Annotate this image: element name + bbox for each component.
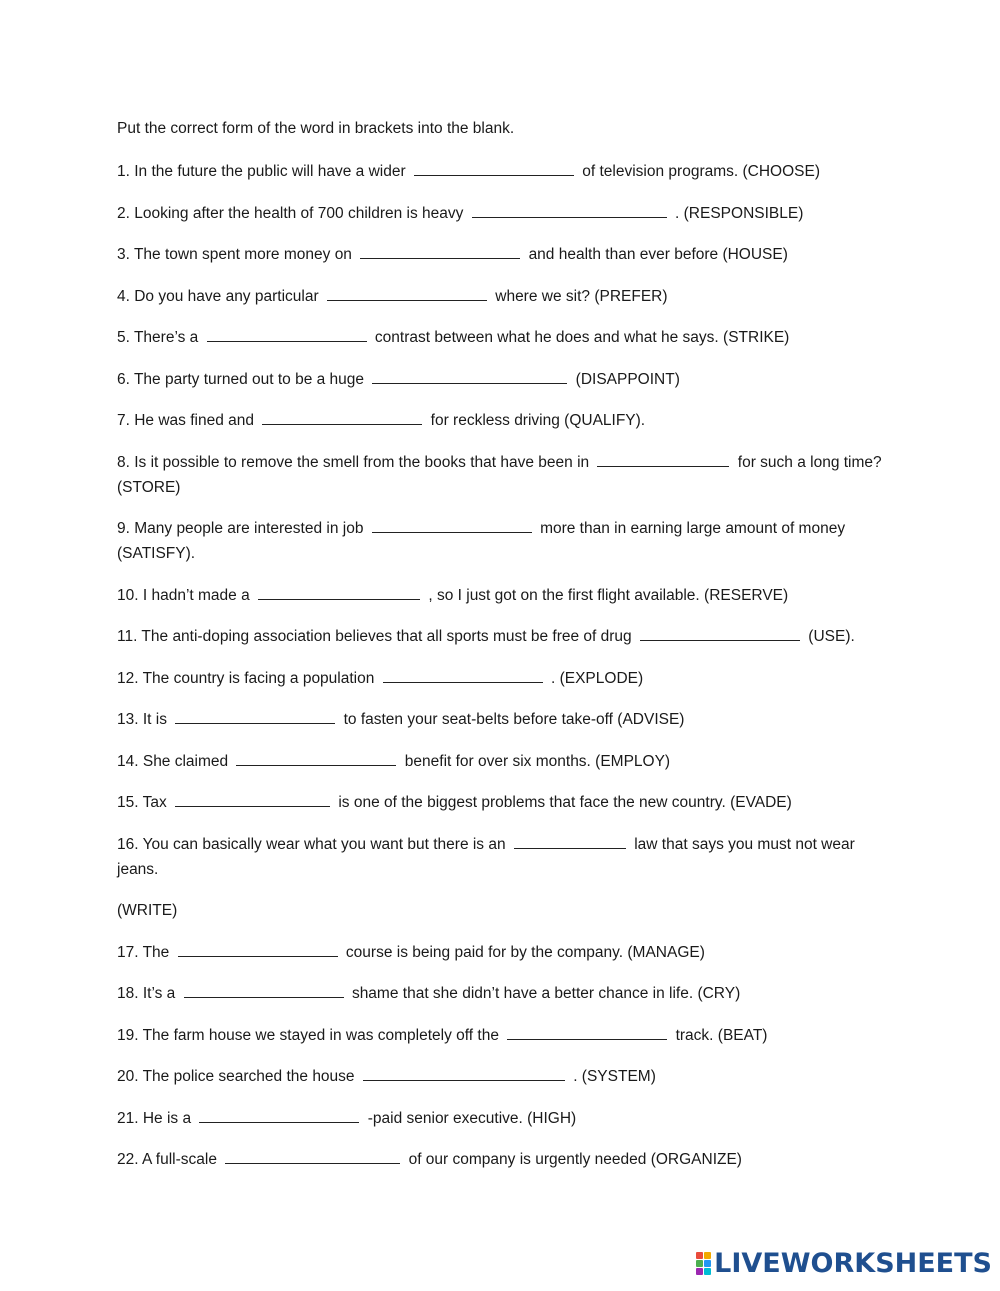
- logo-blocks-icon: [696, 1252, 711, 1275]
- answer-blank[interactable]: [597, 453, 729, 467]
- question-text: to fasten your seat-belts before take-off (ADVISE): [343, 711, 685, 728]
- question-3: [117, 242, 892, 267]
- question-10: [117, 583, 892, 608]
- question-text: and health than ever before (HOUSE): [528, 246, 788, 263]
- question-text: 16. You can basically wear what you want but there is an: [117, 835, 506, 853]
- answer-blank[interactable]: [178, 943, 338, 957]
- worksheet: [117, 118, 892, 1189]
- answer-blank[interactable]: [472, 204, 667, 218]
- answer-blank[interactable]: [225, 1150, 400, 1164]
- question-text: benefit for over six months. (EMPLOY): [404, 752, 671, 770]
- question-text: 2. Looking after the health of 700 children is heavy: [117, 204, 464, 222]
- answer-blank[interactable]: [258, 586, 420, 600]
- question-text: course is being paid for by the company. (MANAGE): [345, 943, 705, 961]
- question-14: [117, 749, 892, 774]
- question-5: [117, 325, 892, 350]
- question-text: 6. The party turned out to be a huge: [117, 370, 365, 388]
- answer-blank[interactable]: [372, 519, 532, 533]
- answer-blank[interactable]: [514, 835, 626, 849]
- question-text: . (RESPONSIBLE): [675, 204, 804, 222]
- question-text: law that says you must not wear jeans.: [117, 835, 855, 878]
- question-text: is one of the biggest problems that face the new country. (EVADE): [338, 794, 792, 811]
- question-text: 14. She claimed: [117, 752, 229, 770]
- question-text: 13. It is: [117, 711, 167, 728]
- question-text: 19. The farm house we stayed in was completely off the: [117, 1026, 499, 1044]
- question-20: [117, 1064, 892, 1089]
- question-text: 15. Tax: [117, 794, 167, 811]
- question-text: 12. The country is facing a population: [117, 669, 375, 687]
- question-6: [117, 367, 892, 392]
- question-text: 3. The town spent more money on: [117, 246, 352, 263]
- question-18: [117, 981, 892, 1006]
- question-1: [117, 159, 892, 184]
- question-19: [117, 1023, 892, 1048]
- question-text: more than in earning large amount of money (SATISFY).: [117, 520, 846, 562]
- question-text: (DISAPPOINT): [575, 370, 680, 388]
- question-text: 7. He was fined and: [117, 412, 255, 429]
- question-9: [117, 516, 892, 566]
- question-text: 18. It’s a: [117, 985, 176, 1002]
- question-15: [117, 790, 892, 815]
- question-17: [117, 940, 892, 965]
- question-text: contrast between what he does and what he says. (STRIKE): [374, 329, 790, 346]
- question-text: -paid senior executive. (HIGH): [367, 1109, 577, 1127]
- question-8: [117, 450, 892, 500]
- answer-blank[interactable]: [363, 1067, 565, 1081]
- question-text: 1. In the future the public will have a wider: [117, 163, 406, 180]
- answer-blank[interactable]: [207, 328, 367, 342]
- question-text: . (EXPLODE): [550, 669, 644, 687]
- question-text: 21. He is a: [117, 1109, 192, 1127]
- question-4: [117, 284, 892, 309]
- question-text: for such a long time? (STORE): [117, 453, 882, 496]
- question-text: for reckless driving (QUALIFY).: [430, 412, 646, 429]
- answer-blank[interactable]: [175, 710, 335, 724]
- liveworksheets-logo: [696, 1250, 992, 1277]
- answer-blank[interactable]: [383, 669, 543, 683]
- question-text: 17. The: [117, 943, 170, 961]
- question-text: 5. There’s a: [117, 329, 199, 346]
- question-text: 9. Many people are interested in job: [117, 520, 364, 537]
- answer-blank[interactable]: [236, 752, 396, 766]
- answer-blank[interactable]: [199, 1109, 359, 1123]
- question-22: [117, 1147, 892, 1172]
- question-16-word: (WRITE): [117, 902, 178, 919]
- instruction: Put the correct form of the word in brackets into the blank.: [117, 120, 515, 137]
- answer-blank[interactable]: [184, 984, 344, 998]
- question-text: 8. Is it possible to remove the smell from the books that have been in: [117, 453, 590, 471]
- answer-blank[interactable]: [640, 627, 800, 641]
- question-text: . (SYSTEM): [573, 1068, 656, 1085]
- question-text: shame that she didn’t have a better chance in life. (CRY): [351, 985, 741, 1002]
- question-text: of television programs. (CHOOSE): [582, 163, 821, 180]
- question-7: [117, 408, 892, 433]
- answer-blank[interactable]: [175, 793, 330, 807]
- question-text: 10. I hadn’t made a: [117, 586, 250, 604]
- question-text: of our company is urgently needed (ORGANIZE): [408, 1151, 742, 1168]
- question-text: 22. A full-scale: [117, 1151, 217, 1168]
- answer-blank[interactable]: [507, 1026, 667, 1040]
- question-text: where we sit? (PREFER): [495, 287, 668, 305]
- answer-blank[interactable]: [414, 162, 574, 176]
- question-text: , so I just got on the first flight available. (RESERVE): [428, 586, 789, 604]
- answer-blank[interactable]: [360, 245, 520, 259]
- question-12: [117, 666, 892, 691]
- question-text: track. (BEAT): [675, 1026, 768, 1044]
- question-text: 20. The police searched the house: [117, 1068, 355, 1085]
- question-text: 4. Do you have any particular: [117, 287, 319, 305]
- question-16: [117, 832, 892, 882]
- answer-blank[interactable]: [327, 287, 487, 301]
- logo-text: LIVEWORKSHEETS: [714, 1248, 992, 1279]
- question-text: (USE).: [808, 628, 855, 645]
- question-21: [117, 1106, 892, 1131]
- answer-blank[interactable]: [372, 370, 567, 384]
- question-text: 11. The anti-doping association believes that all sports must be free of drug: [117, 628, 632, 645]
- question-13: [117, 707, 892, 732]
- question-11: [117, 624, 892, 649]
- answer-blank[interactable]: [262, 411, 422, 425]
- question-2: [117, 201, 892, 226]
